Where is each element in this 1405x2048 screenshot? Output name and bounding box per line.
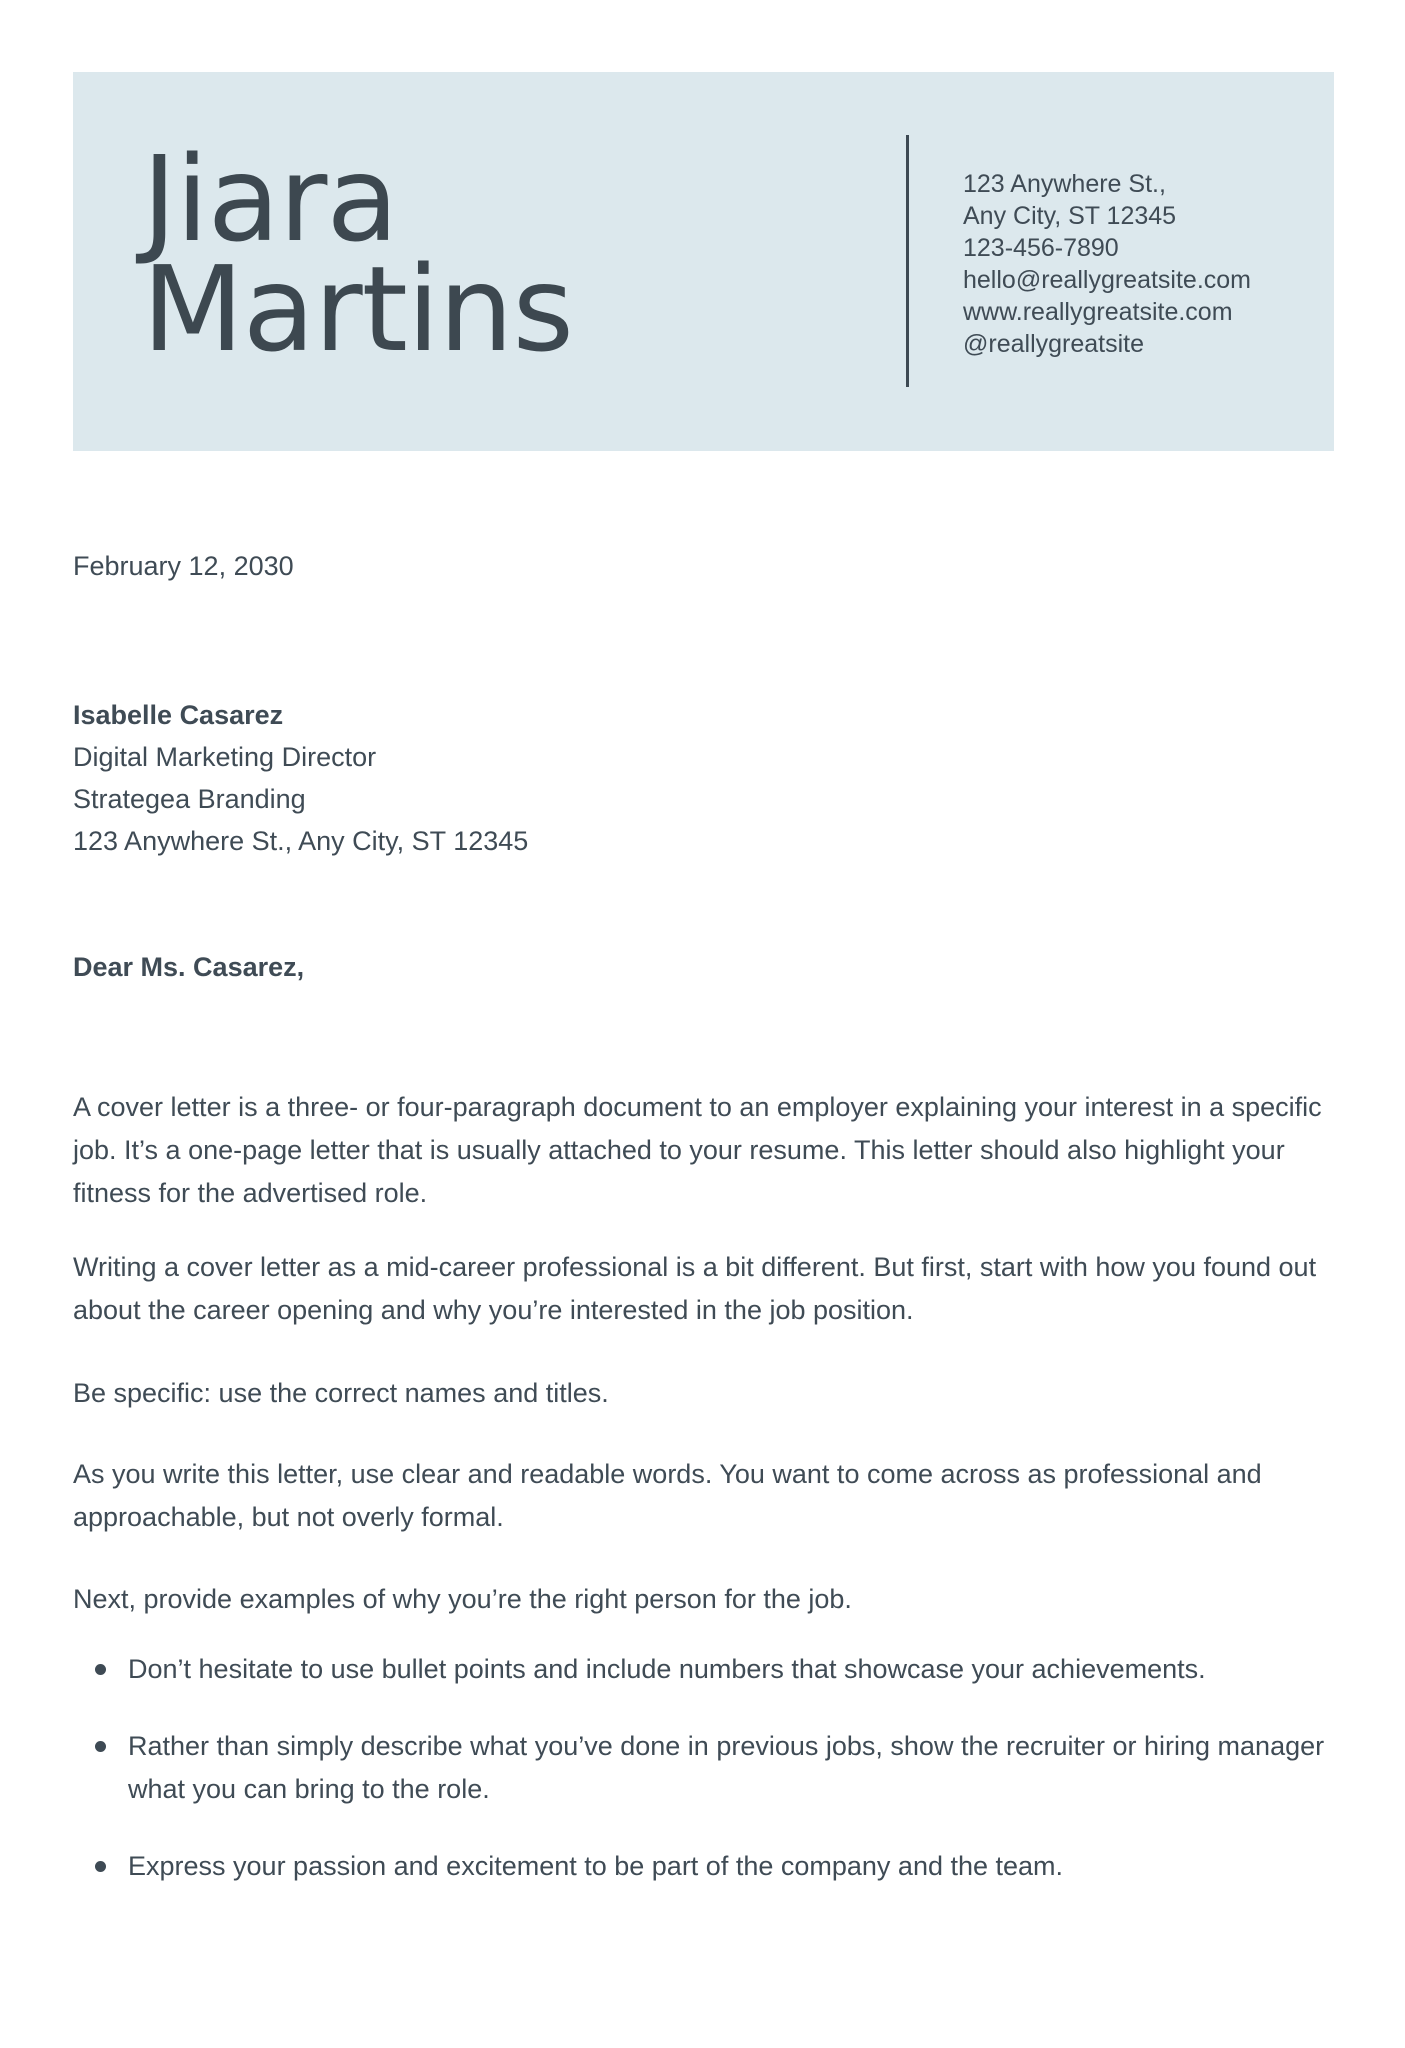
bullet-icon xyxy=(95,1741,106,1752)
list-item xyxy=(73,1648,1335,1691)
paragraph-tone: As you write this letter, use clear and readable words. You want to come across as professional and approachable, but not overly formal. xyxy=(73,1459,1262,1532)
paragraph-mid-career: Writing a cover letter as a mid-career professional is a bit different. But first, start with how you found out about the career opening and why you’re interested in the job position. xyxy=(73,1252,1317,1325)
contact-info xyxy=(963,168,1251,360)
sender-name xyxy=(142,130,573,378)
contact-email: hello@reallygreatsite.com xyxy=(963,266,1252,294)
paragraph-examples: Next, provide examples of why you’re the right person for the job. xyxy=(73,1584,852,1614)
paragraph-be-specific: Be specific: use the correct names and titles. xyxy=(73,1378,609,1408)
recipient-title: Digital Marketing Director xyxy=(73,742,377,772)
sender-last-name: Martins xyxy=(142,240,573,378)
contact-street: 123 Anywhere St., xyxy=(963,170,1166,198)
paragraph-intro: A cover letter is a three- or four-paragraph document to an employer explaining your interest in a specific job. It’s a one-page letter that is usually attached to your resume. This letter should also highlight your fitness for the advertised role. xyxy=(73,1092,1322,1208)
contact-social-handle: @reallygreatsite xyxy=(963,330,1145,358)
contact-website: www.reallygreatsite.com xyxy=(963,298,1233,326)
recipient-address: 123 Anywhere St., Any City, ST 12345 xyxy=(73,826,529,856)
recipient-company: Strategea Branding xyxy=(73,784,306,814)
bullet-icon xyxy=(95,1664,106,1675)
recipient-name: Isabelle Casarez xyxy=(73,700,284,730)
bullet-text: Rather than simply describe what you’ve done in previous jobs, show the recruiter or hiring manager what you can bring to the role. xyxy=(128,1731,1325,1804)
letter-body xyxy=(73,1086,1335,1888)
bullet-icon xyxy=(95,1861,106,1872)
header-banner xyxy=(73,72,1334,451)
list-item xyxy=(73,1725,1335,1811)
sender-first-name: Jiara xyxy=(142,130,398,268)
letter-date: February 12, 2030 xyxy=(73,551,294,581)
salutation: Dear Ms. Casarez, xyxy=(73,952,305,982)
recipient-block xyxy=(73,694,528,862)
bullet-list xyxy=(73,1648,1335,1888)
bullet-text: Express your passion and excitement to be part of the company and the team. xyxy=(128,1851,1064,1881)
contact-city: Any City, ST 12345 xyxy=(963,202,1177,230)
list-item xyxy=(73,1845,1335,1888)
contact-phone: 123-456-7890 xyxy=(963,234,1119,262)
header-divider xyxy=(906,135,909,387)
bullet-text: Don’t hesitate to use bullet points and include numbers that showcase your achievements. xyxy=(128,1654,1206,1684)
